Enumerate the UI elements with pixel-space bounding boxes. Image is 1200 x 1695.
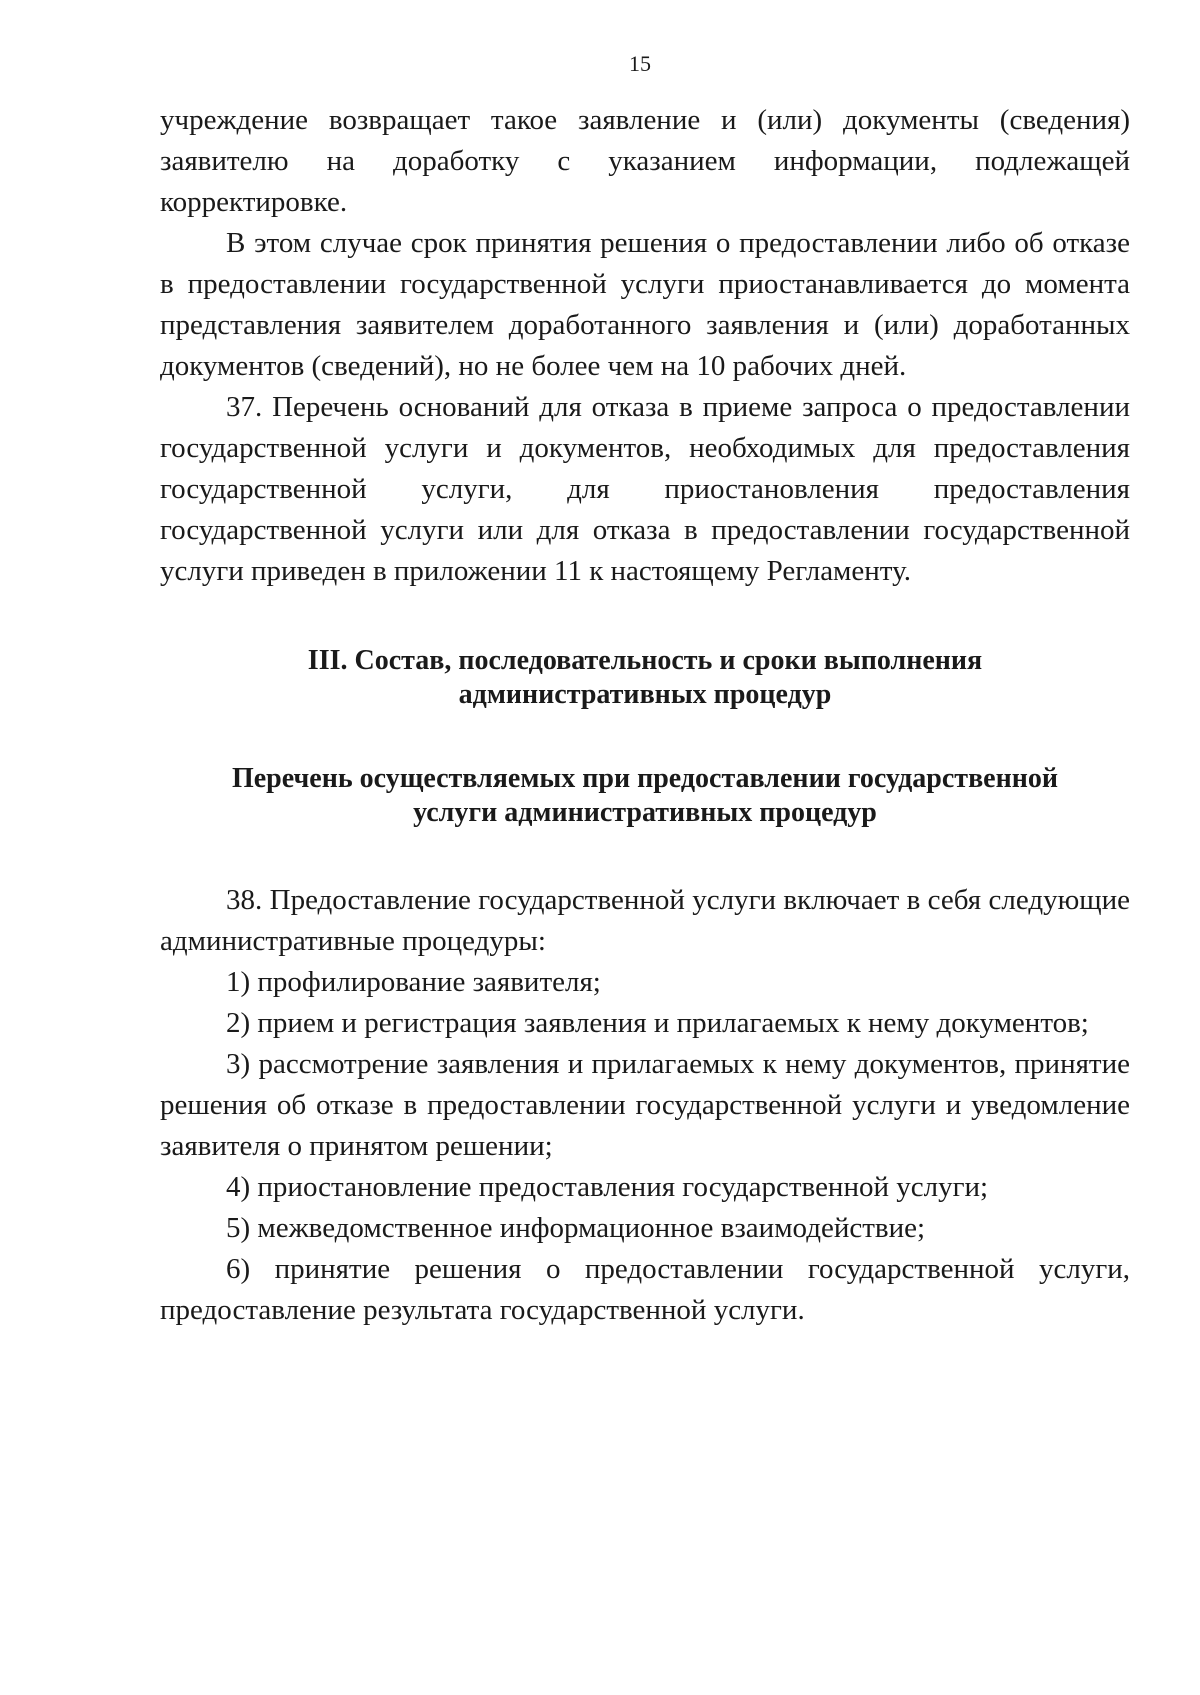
paragraph-37: 37. Перечень оснований для отказа в приеме запроса о предоставлении государственной услуги и документов, необходимых для предоставления государственной услуги, для приостановления предоставления государственной услуги или для отказа в предоставлении государственной услуги приведен в приложении 11 к настоящему Регламенту. <box>160 391 1130 587</box>
paragraph-continuation: учреждение возвращает такое заявление и (или) документы (сведения) заявителю на доработку с указанием информации, подлежащей корректировке. <box>160 104 1130 218</box>
paragraph-suspension-term: В этом случае срок принятия решения о предоставлении либо об отказе в предоставлении государственной услуги приостанавливается до момента представления заявителем доработанного заявления и (или) доработанных документов (сведений), но не более чем на 10 рабочих дней. <box>160 227 1130 382</box>
list-item-2: 2) прием и регистрация заявления и прилагаемых к нему документов; <box>226 1007 1089 1039</box>
list-item-3: 3) рассмотрение заявления и прилагаемых к нему документов, принятие решения об отказе в предоставлении государственной услуги и уведомление заявителя о принятом решении; <box>160 1048 1130 1162</box>
list-item-1: 1) профилирование заявителя; <box>226 966 601 998</box>
page-number: 15 <box>629 51 651 76</box>
subsection-heading-line-2: услуги административных процедур <box>413 797 877 828</box>
paragraph-38: 38. Предоставление государственной услуги включает в себя следующие административные процедуры: <box>160 884 1130 957</box>
subsection-heading <box>160 762 1130 830</box>
subsection-heading-line-1: Перечень осуществляемых при предоставлении государственной <box>231 763 1059 794</box>
list-item-5: 5) межведомственное информационное взаимодействие; <box>226 1212 926 1244</box>
section-heading <box>160 644 1130 712</box>
section-heading-line-2: административных процедур <box>458 679 832 710</box>
document-body <box>160 100 1130 1331</box>
section-heading-line-1: III. Состав, последовательность и сроки выполнения <box>307 645 983 676</box>
list-item-4: 4) приостановление предоставления государственной услуги; <box>226 1171 989 1203</box>
procedures-list <box>160 880 1130 1331</box>
list-item-6: 6) принятие решения о предоставлении государственной услуги, предоставление результата государственной услуги. <box>160 1253 1130 1326</box>
